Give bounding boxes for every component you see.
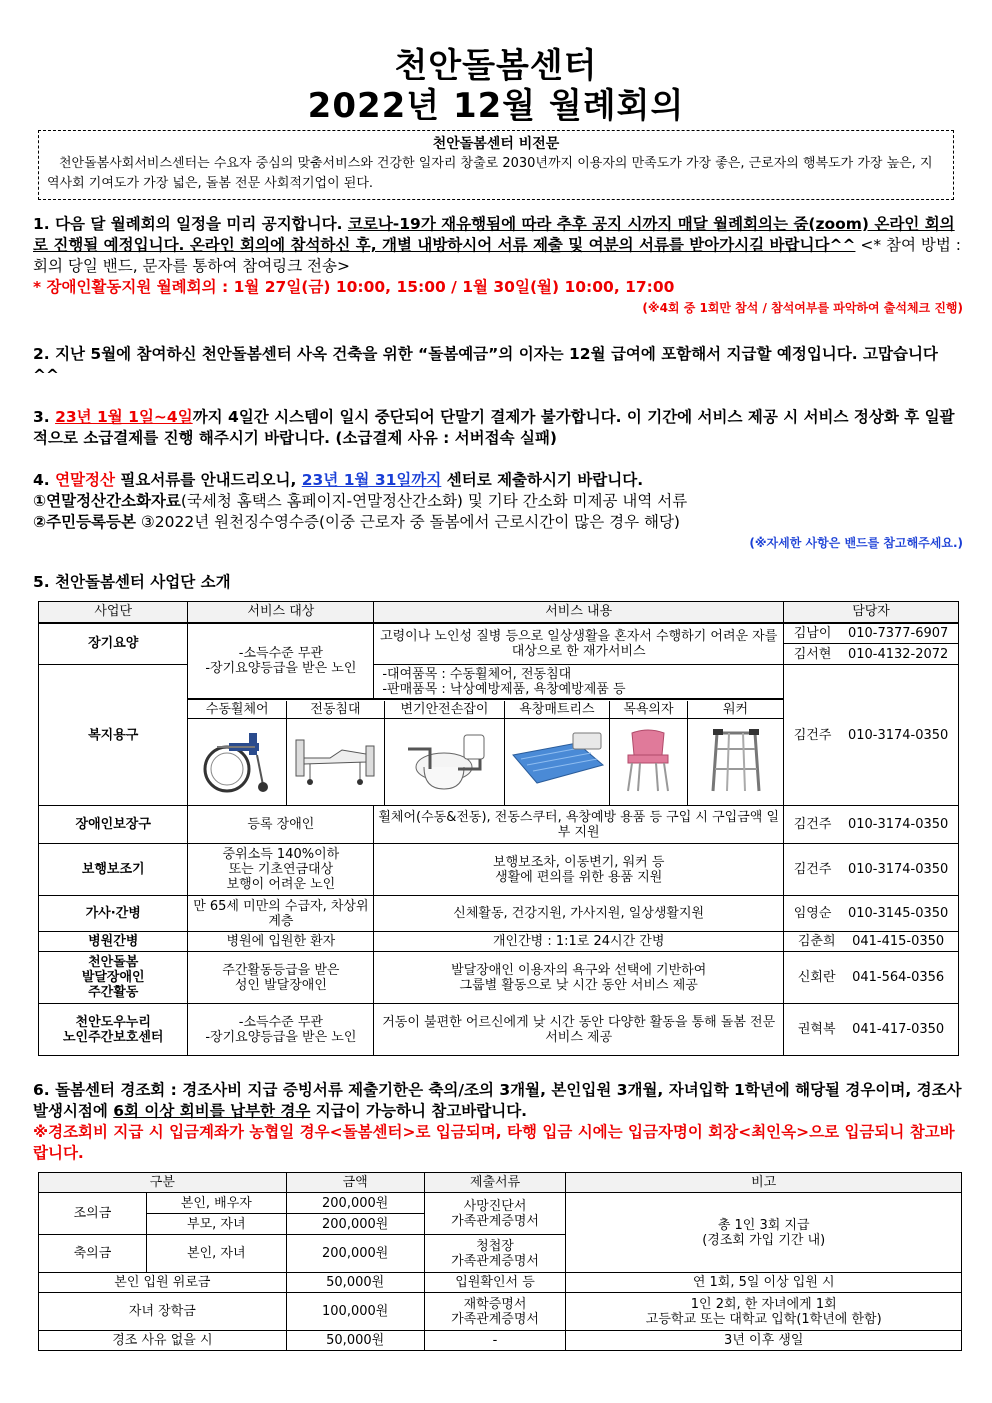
- s1-method: <* 참여 방법 : 회의 당일 밴드, 문자를 통하여 참여링크 전송>: [33, 236, 961, 275]
- r3-content: 휠체어(수동&전동), 전동스쿠터, 욕창예방 용품 등 구입 시 구입금액 일부 지원: [374, 806, 784, 844]
- r5-content: 신체활동, 건강지원, 가사지원, 일상생활지원: [374, 896, 784, 932]
- s6-end: 지급이 가능하니 참고바랍니다.: [310, 1102, 528, 1120]
- congrats-label: 축의금: [39, 1235, 147, 1273]
- toilet-handle-image: [384, 719, 504, 805]
- condolence-self-amount: 200,000원: [286, 1193, 424, 1214]
- th-unit: 사업단: [39, 602, 188, 623]
- s4-note: (※자세한 사항은 밴드를 참고해주세요.): [749, 536, 963, 550]
- limit-note: 총 1인 3회 지급 (경조회 가입 기간 내): [566, 1193, 962, 1273]
- none-note: 3년 이후 생일: [566, 1331, 962, 1351]
- s6-intro: 6. 돌봄센터 경조회 : 경조사비 지급 증빙서류 제출기한은 축의/조의 3개월, 본인입원 3개월, 자녀입학 1학년에 해당될 경우이며, 경조사 발생시점에: [33, 1081, 962, 1120]
- section-2: 2. 지난 5월에 참여하신 천안돌봄센터 사옥 건축을 위한 “돌봄예금”의 이자는 12월 급여에 포함해서 지급할 예정입니다. 고맙습니다^^: [33, 345, 938, 384]
- r2-product-gallery: [188, 700, 784, 806]
- condolence-parent-amount: 200,000원: [286, 1214, 424, 1235]
- s4-doc3: ③2022년 원천징수영수증(이중 근로자 중 돌봄에서 근로시간이 많은 경우 해당): [135, 513, 680, 531]
- r5-target: 만 65세 미만의 수급자, 차상위 계층: [188, 896, 374, 932]
- r3-target: 등록 장애인: [188, 806, 374, 844]
- bath-chair-image: [609, 719, 687, 805]
- s1-intro: 1. 다음 달 월례회의 일정을 미리 공지합니다.: [33, 215, 348, 233]
- vision-box: [38, 130, 954, 200]
- condolence-parent: 부모, 자녀: [146, 1214, 286, 1235]
- r4-target: 중위소득 140%이하 또는 기초연금대상 보행이 어려운 노인: [188, 844, 374, 896]
- r5-manager: 임영순 010-3145-0350: [784, 896, 959, 932]
- r7-content: 발달장애인 이용자의 욕구와 선택에 기반하여 그룹별 활동으로 낮 시간 동안 서비스 제공: [374, 952, 784, 1004]
- s6-condition: 6회 이상 회비를 납부한 경우: [113, 1102, 311, 1120]
- r1-name: 장기요양: [39, 623, 188, 665]
- r6-content: 개인간병 : 1:1로 24시간 간병: [374, 932, 784, 952]
- r1-content: 고령이나 노인성 질병 등으로 일상생활을 혼자서 수행하기 어려운 자를 대상으로 한 재가서비스: [374, 623, 784, 665]
- item-mattress-label: 욕창매트리스: [504, 701, 609, 719]
- hospital-label: 본인 입원 위로금: [39, 1273, 287, 1293]
- th-note: 비고: [566, 1173, 962, 1193]
- r2-manager: 김건주 010-3174-0350: [784, 665, 959, 806]
- s4-red: 연말정산: [55, 471, 115, 489]
- hospital-docs: 입원확인서 등: [424, 1273, 566, 1293]
- wheelchair-image: [188, 719, 286, 805]
- th-category: 구분: [39, 1173, 287, 1193]
- s4-b: 필요서류를 안내드리오니,: [114, 471, 302, 489]
- bed-image: [286, 719, 384, 805]
- s4-doc2: ②주민등록등본: [33, 513, 136, 531]
- s6-bank-note: ※경조회비 지급 시 입금계좌가 농협일 경우<돌봄센터>로 입금되며, 타행 입금 시에는 입금자명이 회장<최인옥>으로 입금되니 참고바랍니다.: [33, 1123, 955, 1162]
- mattress-image: [504, 719, 609, 805]
- s3-body: 까지 4일간 시스템이 일시 중단되어 단말기 결제가 불가합니다. 이 기간에 서비스 제공 시 서비스 정상화 후 일괄적으로 소급결제를 진행 해주시기 바랍니다. (소급결제 사유 : 서버접속 실패): [33, 408, 955, 447]
- th-docs: 제출서류: [424, 1173, 566, 1193]
- s4-deadline: 23년 1월 31일까지: [301, 471, 442, 489]
- th-amount: 금액: [286, 1173, 424, 1193]
- condolence-docs: 사망진단서 가족관계증명서: [424, 1193, 566, 1235]
- condolence-label: 조의금: [39, 1193, 147, 1235]
- s1-disability-meeting: * 장애인활동지원 월례회의 : 1월 27일(금) 10:00, 15:00 / 1월 30일(월) 10:00, 17:00: [33, 278, 675, 296]
- hospital-amount: 50,000원: [286, 1273, 424, 1293]
- r1-target: -소득수준 무관 -장기요양등급을 받은 노인: [188, 623, 374, 699]
- walker-image: [687, 719, 783, 805]
- r2-name: 복지용구: [39, 665, 188, 806]
- scholarship-note: 1인 2회, 한 자녀에게 1회 고등학교 또는 대학교 입학(1학년에 한함): [566, 1293, 962, 1331]
- s4-num: 4.: [33, 471, 56, 489]
- s1-zoom-notice: 코로나-19가 재유행됨에 따라 추후 공지 시까지 매달 월례회의는 줌(zoom) 온라인 회의로 진행될 예정입니다. 온라인 회의에 참석하신 후, 개별 내방하시어 서류 제출 및 여분의 서류를 받아가시길 바랍니다^^: [33, 215, 955, 254]
- r3-name: 장애인보장구: [39, 806, 188, 844]
- scholarship-docs: 재학증명서 가족관계증명서: [424, 1293, 566, 1331]
- r8-content: 거동이 불편한 어르신에게 낮 시간 동안 다양한 활동을 통해 돌봄 전문 서비스 제공: [374, 1004, 784, 1056]
- s4-c: 센터로 제출하시기 바랍니다.: [441, 471, 644, 489]
- hospital-note: 연 1회, 5일 이상 입원 시: [566, 1273, 962, 1293]
- th-target: 서비스 대상: [188, 602, 374, 623]
- r5-name: 가사·간병: [39, 896, 188, 932]
- item-wheelchair-label: 수동휠체어: [188, 701, 286, 719]
- none-amount: 50,000원: [286, 1331, 424, 1351]
- r6-name: 병원간병: [39, 932, 188, 952]
- none-label: 경조 사유 없을 시: [39, 1331, 287, 1351]
- section-3: [33, 407, 963, 449]
- condolence-table: [38, 1172, 962, 1351]
- scholarship-label: 자녀 장학금: [39, 1293, 287, 1331]
- item-bathchair-label: 목욕의자: [609, 701, 687, 719]
- vision-title: 천안돌봄센터 비전문: [432, 136, 560, 152]
- r2-items-desc: -대여품목 : 수동휠체어, 전동침대 -판매품목 : 낙상예방제품, 욕창예방제품 등: [374, 665, 784, 699]
- section-6: [33, 1080, 963, 1164]
- r4-name: 보행보조기: [39, 844, 188, 896]
- item-walker-label: 워커: [687, 701, 783, 719]
- s3-num: 3.: [33, 408, 56, 426]
- main-title: 천안돌봄센터: [394, 46, 598, 86]
- congrats-who: 본인, 자녀: [146, 1235, 286, 1273]
- section-5-title: 5. 천안돌봄센터 사업단 소개: [33, 573, 231, 591]
- s4-doc1: ①연말정산간소화자료: [33, 492, 181, 510]
- r3-manager: 김건주 010-3174-0350: [784, 806, 959, 844]
- r6-manager: 김춘희 041-415-0350: [784, 932, 959, 952]
- th-content: 서비스 내용: [374, 602, 784, 623]
- th-manager: 담당자: [784, 602, 959, 623]
- r7-target: 주간활동등급을 받은 성인 발달장애인: [188, 952, 374, 1004]
- r4-content: 보행보조차, 이동변기, 워커 등 생활에 편의를 위한 용품 지원: [374, 844, 784, 896]
- scholarship-amount: 100,000원: [286, 1293, 424, 1331]
- congrats-docs: 청첩장 가족관계증명서: [424, 1235, 566, 1273]
- s1-note: (※4회 중 1회만 참석 / 참석여부를 파악하여 출석체크 진행): [642, 301, 963, 315]
- r4-manager: 김건주 010-3174-0350: [784, 844, 959, 896]
- r7-manager: 신회란 041-564-0356: [784, 952, 959, 1004]
- r8-manager: 권혁복 041-417-0350: [784, 1004, 959, 1056]
- section-4: [33, 470, 963, 554]
- s3-date: 23년 1월 1일~4일: [55, 408, 193, 426]
- r1-manager-2: 김서현 010-4132-2072: [784, 644, 959, 665]
- item-toilet-label: 변기안전손잡이: [384, 701, 504, 719]
- none-docs: -: [424, 1331, 566, 1351]
- section-1: [33, 214, 963, 319]
- business-table: [38, 601, 959, 1056]
- r1-manager-1: 김남이 010-7377-6907: [784, 623, 959, 644]
- s4-doc1-desc: (국세청 홈택스 홈페이지-연말정산간소화) 및 기타 간소화 미제공 내역 서류: [180, 492, 688, 510]
- r8-target: -소득수준 무관 -장기요양등급을 받은 노인: [188, 1004, 374, 1056]
- vision-body: 천안돌봄사회서비스센터는 수요자 중심의 맞춤서비스와 건강한 일자리 창출로 2030년까지 이용자의 만족도가 가장 좋은, 근로자의 행복도가 가장 높은, 지역사회 기여도가 가장 넓은, 돌봄 전문 사회적기업이 된다.: [47, 156, 933, 191]
- congrats-amount: 200,000원: [286, 1235, 424, 1273]
- condolence-self: 본인, 배우자: [146, 1193, 286, 1214]
- item-bed-label: 전동침대: [286, 701, 384, 719]
- r8-name: 천안도우누리 노인주간보호센터: [39, 1004, 188, 1056]
- r6-target: 병원에 입원한 환자: [188, 932, 374, 952]
- sub-title: 2022년 12월 월례회의: [307, 86, 685, 126]
- r7-name: 천안돌봄 발달장애인 주간활동: [39, 952, 188, 1004]
